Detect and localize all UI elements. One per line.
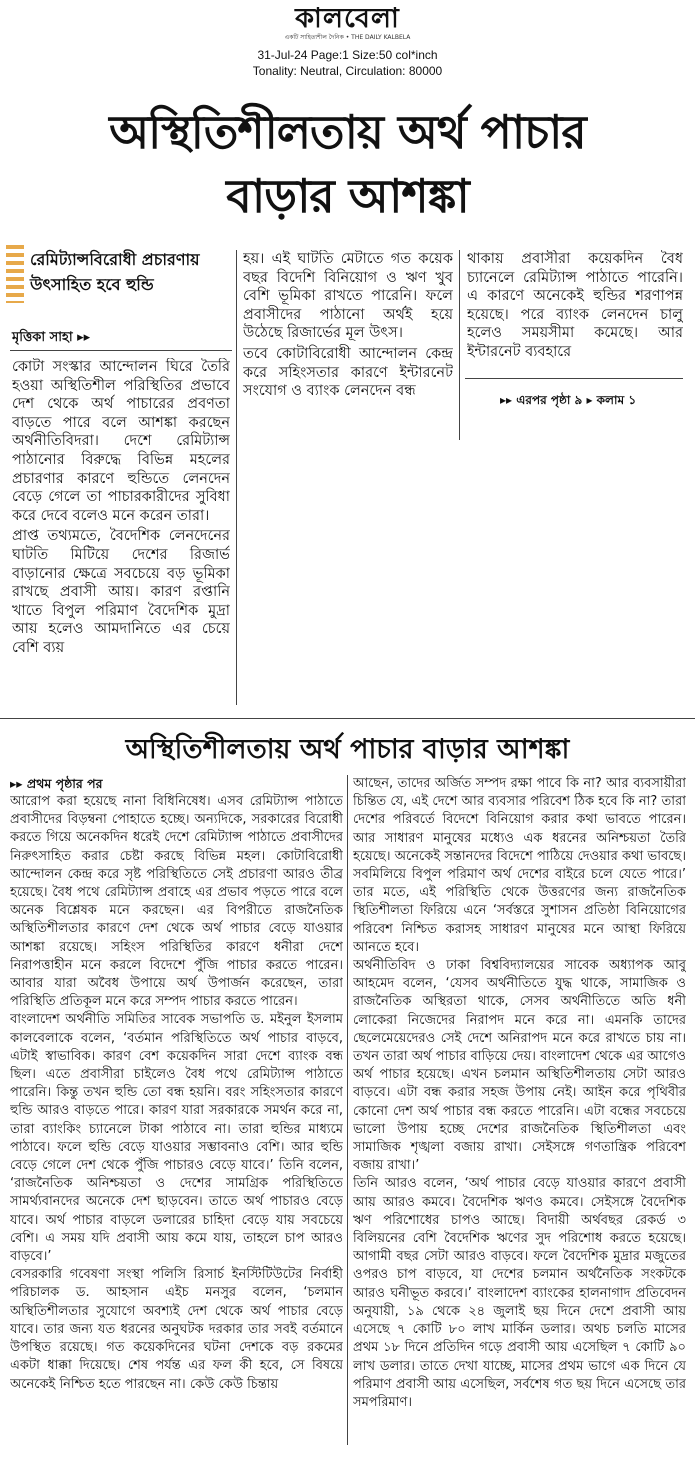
continuation-headline: অস্থিতিশীলতায় অর্থ পাচার বাড়ার আশঙ্কা (125, 734, 570, 765)
column-divider-2 (459, 250, 460, 440)
section-separator (0, 718, 695, 719)
continuation-label: ▸▸ প্রথম পৃষ্ঠার পর (10, 776, 103, 791)
article-paragraph: হয়। এই ঘাটতি মেটাতে গত কয়েক বছর বিদেশি বিনিয়োগ ও ঋণ খুব বেশি ভূমিকা রাখতে পারেনি। ফলে প্রবাসীদের পাঠানো অর্থই হয়ে উঠেছে রিজার্ভের মূল উৎস। (243, 251, 453, 342)
article-paragraph: বেসরকারি গবেষণা সংস্থা পলিসি রিসার্চ ইনস্টিটিউটের নির্বাহী পরিচালক ড. আহসান এইচ মনসুর বলেন, ‘চলমান অস্থিতিশীলতার সুযোগে অবশ্যই দেশ থেকে অর্থ পাচার বেড়ে যাবে। তার জন্য যত ধরনের অনুঘটক দরকার তার সবই বর্তমানে উপস্থিত রয়েছে। গত কয়েকদিনের ঘটনা দেশকে বড় রকমের একটা ধাক্কা দিয়েছে। শেষ পর্যন্ত এর ফল কী হবে, সে বিষয়ে অনেকেই নিশ্চিত হতে পারছেন না। কেউ কেউ চিন্তায় (10, 1267, 343, 1392)
masthead (0, 4, 695, 42)
article-column-1 (12, 358, 230, 708)
article-paragraph: অর্থনীতিবিদ ও ঢাকা বিশ্ববিদ্যালয়ের সাবেক অধ্যাপক আবু আহমেদ বলেন, ‘যেসব অর্থনীতিতে যুদ্ধ থাকে, সামাজিক ও রাজনৈতিক অস্থিরতা থাকে, সেসব অর্থনীতিতে অতি ধনী লোকেরা নিজেদের নিরাপদ মনে করে না। এমনকি তাদের ছেলেমেয়েদেরও সেই দেশে অনিরাপদ মনে করে রাখতে চায় না। তখন তারা অর্থ পাচার বাড়িয়ে দেয়। বাংলাদেশ থেকে এর আগেও অর্থ পাচার হয়েছে। এখন চলমান অস্থিতিশীলতায় সেটা আরও বাড়বে। এটা বন্ধ করার সহজ উপায় নেই। আইন করে পৃথিবীর কোনো দেশ অর্থ পাচার বন্ধ করতে পারেনি। এটা বন্ধের সবচেয়ে ভালো উপায় হচ্ছে দেশের রাজনৈতিক স্থিতিশীলতা এবং সামাজিক শৃঙ্খলা বজায় রাখা। সেইসঙ্গে গণতান্ত্রিক পরিবেশ বজায় রাখা।’ (353, 958, 686, 1174)
article-paragraph: প্রাপ্ত তথ্যমতে, বৈদেশিক লেনদেনের ঘাটতি মিটিয়ে দেশের রিজার্ভ বাড়ানোর ক্ষেত্রে সবচেয়ে বড় ভূমিকা রাখছে প্রবাসী আয়। কারণ রপ্তানি খাতে বিপুল পরিমাণ বৈদেশিক মুদ্রা আয় হলেও আমদানিতে এর চেয়ে বেশি ব্যয় (12, 528, 230, 656)
byline: মৃত্তিকা সাহা ▸▸ (12, 330, 91, 345)
article-paragraph: কোটা সংস্কার আন্দোলন ঘিরে তৈরি হওয়া অস্থিতিশীল পরিস্থিতির প্রভাবে দেশ থেকে অর্থ পাচারের প্রবণতা বাড়তে পারে বলে আশঙ্কা করছেন অর্থনীতিবিদরা। দেশে রেমিট্যান্স পাঠানোর বিরুদ্ধে বিভিন্ন মহলের প্রচারণার কারণে হুন্ডিতে লেনদেন বেড়ে গেলে তা পাচারকারীদের সুবিধা করে দেবে বলেও মনে করেন তারা। (12, 359, 230, 524)
main-headline (10, 100, 685, 228)
sub-headline-line-1: রেমিট্যান্সবিরোধী প্রচারণায় (30, 250, 200, 269)
article-paragraph: আছেন, তাদের অর্জিত সম্পদ রক্ষা পাবে কি না? আর ব্যবসায়ীরা চিন্তিত যে, এই দেশে আর ব্যবসার পরিবেশ ঠিক হবে কি না? তারা দেশের পরিবর্তে বিদেশে বিনিয়োগ করার কথা ভাবতে পারেন। আর সাধারণ মানুষের মধ্যেও এক ধরনের অনিশ্চয়তা তৈরি হয়েছে। অনেকেই সন্তানদের বিদেশে পাঠিয়ে দেওয়ার কথা ভাবছে। সবমিলিয়ে বিপুল পরিমাণ অর্থ দেশের বাইরে চলে যেতে পারে।’ তার মতে, এই পরিস্থিতি থেকে উত্তরণের জন্য রাজনৈতিক স্থিতিশীলতা ফিরিয়ে এনে ‘সর্বস্তরে সুশাসন প্রতিষ্ঠা বিনিয়োগের পরিবেশ নিশ্চিত করাসহ সাধারণ মানুষের মনে আস্থা ফিরিয়ে আনতে হবে। (353, 776, 686, 955)
headline-line-2: বাড়ার আশঙ্কা (226, 169, 469, 223)
article-column-2 (243, 250, 453, 440)
continued-divider (465, 378, 683, 379)
article-column-3 (467, 250, 683, 375)
column-divider-1 (236, 250, 237, 705)
decorative-stripe (6, 245, 24, 303)
sub-headline (30, 247, 230, 297)
article-paragraph: আরোপ করা হয়েছে নানা বিধিনিষেধ। এসব রেমিট্যান্স পাঠাতে প্রবাসীদের বিড়ম্বনা পোহাতে হচ্ছে। অন্যদিকে, সরকারের বিরোধী করতে গিয়ে অনেকদিন ধরেই দেশে রেমিট্যান্স পাঠাতে প্রবাসীদের নিরুৎসাহিত করার চেষ্টা করছে বিভিন্ন মহল। কোটাবিরোধী আন্দোলন কেন্দ্র করে সৃষ্ট পরিস্থিতিতে সেই প্রচারণা আরও তীব্র হয়েছে। বৈধ পথে রেমিট্যান্স প্রবাহে এর প্রভাব পড়তে পারে বলে অনেক বিশ্লেষক মনে করছেন। এর বিপরীতে রাজনৈতিক অস্থিতিশীলতার কারণে দেশ থেকে অর্থ পাচার বেড়ে যাওয়ার আশঙ্কা রয়েছে। সহিংস পরিস্থিতির কারণে ধনীরা দেশে নিরাপত্তাহীন মনে করলে বিদেশে পুঁজি পাচার করতে পারেন। আবার যারা অবৈধ উপায়ে অর্থ উপার্জন করেছেন, তারা পরিস্থিতি প্রতিকূল মনে করে সম্পদ পাচার করতে পারেন। (10, 794, 343, 1010)
continuation-column-right (353, 775, 686, 1445)
article-paragraph: থাকায় প্রবাসীরা কয়েকদিন বৈধ চ্যানেলে রেমিট্যান্স পাঠাতে পারেনি। এ কারণে অনেকেই হুন্ডির শরণাপন্ন হয়েছে। পরে ব্যাংক লেনদেন চালু হলেও সময়সীমা কমেছে। আর ইন্টারনেট ব্যবহারে (467, 251, 683, 360)
continuation-column-left (10, 793, 343, 1445)
article-paragraph: তবে কোটাবিরোধী আন্দোলন কেন্দ্র করে সহিংসতার কারণে ইন্টারনেট সংযোগ ও ব্যাংক লেনদেন বন্ধ (243, 345, 453, 400)
article-paragraph: বাংলাদেশ অর্থনীতি সমিতির সাবেক সভাপতি ড. মইনুল ইসলাম কালবেলাকে বলেন, ‘বর্তমান পরিস্থিতিতে অর্থ পাচার বাড়বে, এটাই স্বাভাবিক। কারণ বেশ কয়েকদিন সারা দেশে ব্যাংক বন্ধ ছিল। এতে প্রবাসীরা চাইলেও বৈধ পথে রেমিট্যান্স পাঠাতে পারেনি। কিন্তু তখন হুন্ডি তো বন্ধ হয়নি। বরং সহিংসতার কারণে হুন্ডি আরও বাড়তে পারে। কারণ যারা সরকারকে সমর্থন করে না, তারা ব্যাংকিং চ্যানেলে টাকা পাঠাবে না। তারা হুন্ডির মাধ্যমে পাঠাবে। ফলে হুন্ডি বেড়ে যাওয়ার সম্ভাবনাও বেশি। আর হুন্ডি বেড়ে গেলে দেশ থেকে পুঁজি পাচারও বেড়ে যাবে।’ তিনি বলেন, ‘রাজনৈতিক অনিশ্চয়তা ও দেশের সামগ্রিক পরিস্থিতিতে সামর্থ্যবানদের অনেকে দেশ ছাড়বেন। তাতে অর্থ পাচারও বেড়ে যাবে। অর্থ পাচার বাড়লে ডলারের চাহিদা বেড়ে যায় সবচেয়ে বেশি। এ সময় যদি প্রবাসী আয় কমে যায়, তাহলে চাপ আরও বাড়বে।’ (10, 1012, 343, 1265)
byline-divider (10, 350, 232, 351)
continuation-column-divider (347, 775, 348, 1445)
newspaper-tagline: একটি সাহিত্যশীল দৈনিক • THE DAILY KALBELA (284, 34, 411, 41)
headline-line-1: অস্থিতিশীলতায় অর্থ পাচার (109, 105, 586, 159)
article-paragraph: তিনি আরও বলেন, ‘অর্থ পাচার বেড়ে যাওয়ার কারণে প্রবাসী আয় আরও কমবে। বৈদেশিক ঋণও কমবে। সেইসঙ্গে বৈদেশিক ঋণ পরিশোধের চাপও আছে। বিদায়ী অর্থবছর রেকর্ড ৩ বিলিয়নের বেশি বৈদেশিক ঋণের সুদ পরিশোধ করতে হয়েছে। আগামী বছর সেটা আরও বাড়বে। ফলে বৈদেশিক মুদ্রার মজুতের ওপরও চাপ বাড়বে, যা দেশের চলমান অর্থনৈতিক সংকটকে আরও ঘনীভূত করবে।’ বাংলাদেশ ব্যাংকের হালনাগাদ প্রতিবেদন অনুযায়ী, ১৯ থেকে ২৪ জুলাই ছয় দিনে দেশে প্রবাসী আয় এসেছে ৭ কোটি ৮০ লাখ মার্কিন ডলার। অথচ চলতি মাসের প্রথম ১৮ দিনে প্রতিদিন গড়ে প্রবাসী আয় এসেছিল ৭ কোটি ৯০ লাখ ডলার। তাতে দেখা যাচ্ছে, মাসের প্রথম ভাগে এক দিনে যে পরিমাণ প্রবাসী আয় এসেছিল, সর্বশেষ গত ছয় দিনে এসেছে তার সমপরিমাণ। (353, 1176, 686, 1410)
clipping-meta-line-2: Tonality: Neutral, Circulation: 80000 (252, 64, 443, 78)
continued-on-page: ▸▸ এরপর পৃষ্ঠা ৯ ▸ কলাম ১ (500, 393, 637, 407)
newspaper-logo: কালবেলা (295, 3, 400, 34)
sub-headline-line-2: উৎসাহিত হবে হুন্ডি (30, 275, 154, 294)
clipping-meta-line-1: 31-Jul-24 Page:1 Size:50 col*inch (257, 48, 438, 62)
